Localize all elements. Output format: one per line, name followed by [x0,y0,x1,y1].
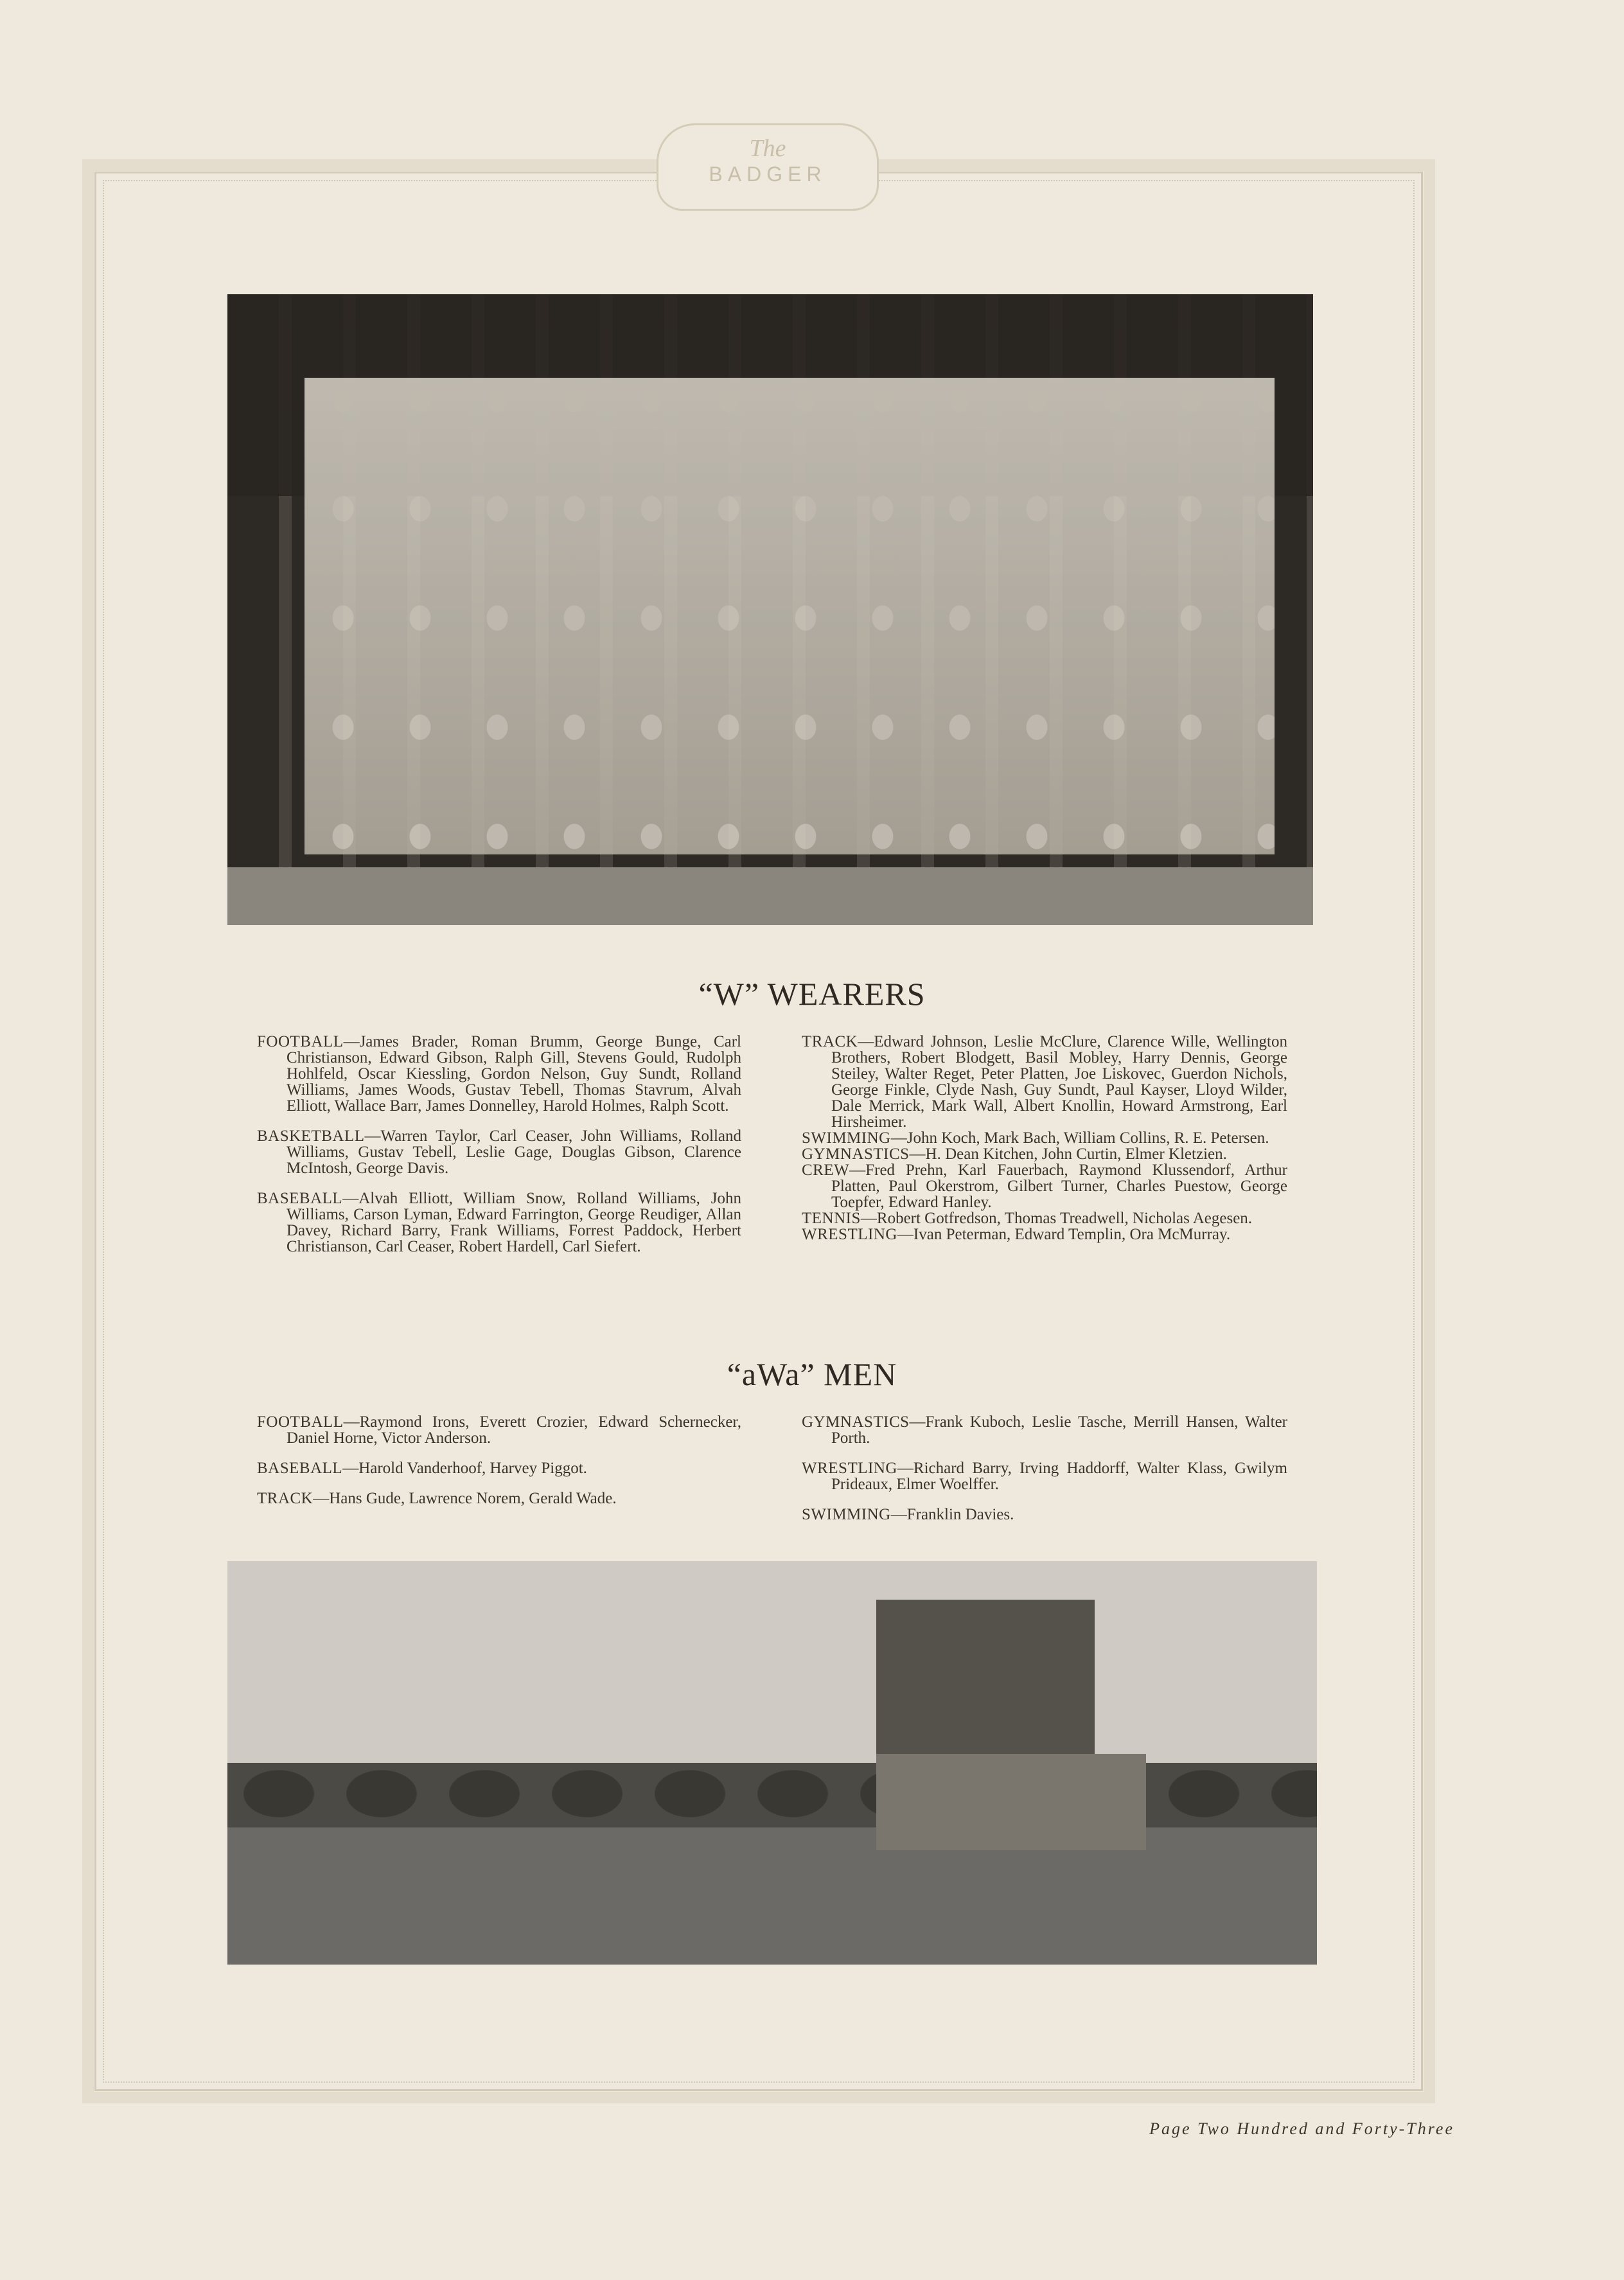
names-list: Warren Taylor, Carl Ceaser, John Williams, Rolland Williams, Gustav Tebell, Leslie Gage, Douglas Gibson, Clarence McIntosh, George Davis. [287,1127,741,1177]
names-list: Harold Vanderhoof, Harvey Piggot. [358,1460,587,1477]
masthead-the: The [749,135,786,162]
sport-label: FOOTBALL [257,1413,344,1431]
sport-label: TRACK [257,1490,313,1507]
sport-label: BASEBALL [257,1190,343,1207]
w-entry-wrestling: WRESTLING—Ivan Peterman, Edward Templin, Ora McMurray. [802,1226,1231,1243]
boathouse [876,1754,1146,1850]
sport-label: TRACK [802,1033,858,1050]
awa-men-right-column [802,1414,1287,1537]
w-wearers-title: “W” WEARERS [698,976,926,1012]
w-entry-tennis: TENNIS—Robert Gotfredson, Thomas Treadwell, Nicholas Aegesen. [802,1210,1253,1227]
awa-entry-swimming: SWIMMING—Franklin Davies. [802,1506,1014,1523]
badger-masthead [657,123,879,211]
w-entry-swimming: SWIMMING—John Koch, Mark Bach, William Collins, R. E. Petersen. [802,1129,1269,1147]
names-list: Richard Barry, Irving Haddorff, Walter Klass, Gwilym Prideaux, Elmer Woelffer. [831,1460,1287,1493]
team-members [304,378,1275,854]
steps-ground [227,867,1313,925]
w-entry-basketball: BASKETBALL—Warren Taylor, Carl Ceaser, John Williams, Rolland Williams, Gustav Tebell, Leslie Gage, Douglas Gibson, Clarence McIntosh, George Davis. [257,1127,741,1177]
names-list: Robert Gotfredson, Thomas Treadwell, Nicholas Aegesen. [876,1210,1253,1227]
sport-label: BASKETBALL [257,1127,365,1145]
sport-label: GYMNASTICS [802,1145,910,1163]
page-number-label: Page Two Hundred and Forty-Three [1149,2119,1454,2138]
sport-label: WRESTLING [802,1226,897,1243]
w-wearers-left-column [257,1034,741,1269]
lake-photo [227,1561,1317,1965]
names-list: Franklin Davies. [906,1506,1014,1523]
sport-label: WRESTLING [802,1460,897,1477]
names-list: Alvah Elliott, William Snow, Rolland Williams, John Williams, Carson Lyman, Edward Farrington, George Reudiger, Allan Davey, Richard Barry, Frank Williams, Forrest Paddock, Herbert Christianson, Carl Ceaser, Robert Hardell, Carl Siefert. [287,1190,741,1255]
sport-label: BASEBALL [257,1460,343,1477]
names-list: Edward Johnson, Leslie McClure, Clarence Wille, Wellington Brothers, Robert Blodgett, Basil Mobley, Harry Dennis, George Steiley, Walter Reget, Peter Platten, Joe Liskovec, Guerdon Nichols, George Finkle, Clyde Nash, Guy Sundt, Paul Kayser, Lloyd Wilder, Dale Merrick, Mark Wall, Albert Knollin, Howard Armstrong, Earl Hirsheimer. [831,1033,1287,1131]
w-wearers-right-column [802,1034,1287,1242]
awa-men-left-column [257,1414,741,1521]
names-list: John Koch, Mark Bach, William Collins, R. E. Petersen. [906,1129,1269,1147]
names-list: Fred Prehn, Karl Fauerbach, Raymond Klussendorf, Arthur Platten, Paul Okerstrom, Gilbert Turner, Charles Puestow, George Toepfer, Edward Hanley. [831,1162,1287,1211]
awa-entry-gymnastics: GYMNASTICS—Frank Kuboch, Leslie Tasche, Merrill Hansen, Walter Porth. [802,1413,1287,1447]
w-entry-baseball: BASEBALL—Alvah Elliott, William Snow, Rolland Williams, John Williams, Carson Lyman, Edward Farrington, George Reudiger, Allan Davey, Richard Barry, Frank Williams, Forrest Paddock, Herbert Christianson, Carl Ceaser, Robert Hardell, Carl Siefert. [257,1190,741,1255]
masthead-badger: BADGER [709,163,827,186]
sport-label: SWIMMING [802,1129,891,1147]
sport-label: GYMNASTICS [802,1413,910,1431]
names-list: Frank Kuboch, Leslie Tasche, Merrill Hansen, Walter Porth. [831,1413,1287,1447]
names-list: James Brader, Roman Brumm, George Bunge, Carl Christianson, Edward Gibson, Ralph Gill, Stevens Gould, Rudolph Hohlfeld, Oscar Kiessling, Gordon Nelson, Guy Sundt, Rolland Williams, James Woods, Gustav Tebell, Thomas Stavrum, Alvah Elliott, Wallace Barr, James Donnelley, Harold Holmes, Ralph Scott. [287,1033,741,1115]
sport-label: SWIMMING [802,1506,891,1523]
awa-entry-track: TRACK—Hans Gude, Lawrence Norem, Gerald Wade. [257,1490,617,1507]
awa-entry-wrestling: WRESTLING—Richard Barry, Irving Haddorff, Walter Klass, Gwilym Prideaux, Elmer Woelffer. [802,1460,1287,1493]
names-list: Raymond Irons, Everett Crozier, Edward Schernecker, Daniel Horne, Victor Anderson. [287,1413,741,1447]
names-list: Ivan Peterman, Edward Templin, Ora McMurray. [913,1226,1231,1243]
awa-men-title: “aWa” MEN [727,1356,897,1392]
w-entry-gymnastics: GYMNASTICS—H. Dean Kitchen, John Curtin, Elmer Kletzien. [802,1145,1227,1163]
awa-entry-football: FOOTBALL—Raymond Irons, Everett Crozier, Edward Schernecker, Daniel Horne, Victor Anderson. [257,1413,741,1447]
names-list: Hans Gude, Lawrence Norem, Gerald Wade. [329,1490,617,1507]
team-photo [227,294,1313,925]
w-entry-crew: CREW—Fred Prehn, Karl Fauerbach, Raymond Klussendorf, Arthur Platten, Paul Okerstrom, Gilbert Turner, Charles Puestow, George Toepfer, Edward Hanley. [802,1162,1287,1211]
w-entry-track: TRACK—Edward Johnson, Leslie McClure, Clarence Wille, Wellington Brothers, Robert Blodgett, Basil Mobley, Harry Dennis, George Steiley, Walter Reget, Peter Platten, Joe Liskovec, Guerdon Nichols, George Finkle, Clyde Nash, Guy Sundt, Paul Kayser, Lloyd Wilder, Dale Merrick, Mark Wall, Albert Knollin, Howard Armstrong, Earl Hirsheimer. [802,1033,1287,1131]
sport-label: CREW [802,1162,850,1179]
sport-label: TENNIS [802,1210,861,1227]
w-entry-football: FOOTBALL—James Brader, Roman Brumm, George Bunge, Carl Christianson, Edward Gibson, Ralph Gill, Stevens Gould, Rudolph Hohlfeld, Oscar Kiessling, Gordon Nelson, Guy Sundt, Rolland Williams, James Woods, Gustav Tebell, Thomas Stavrum, Alvah Elliott, Wallace Barr, James Donnelley, Harold Holmes, Ralph Scott. [257,1033,741,1115]
awa-entry-baseball: BASEBALL—Harold Vanderhoof, Harvey Piggot. [257,1460,587,1477]
shoreline-trees [227,1747,1317,1825]
names-list: H. Dean Kitchen, John Curtin, Elmer Kletzien. [925,1145,1227,1163]
sport-label: FOOTBALL [257,1033,344,1050]
